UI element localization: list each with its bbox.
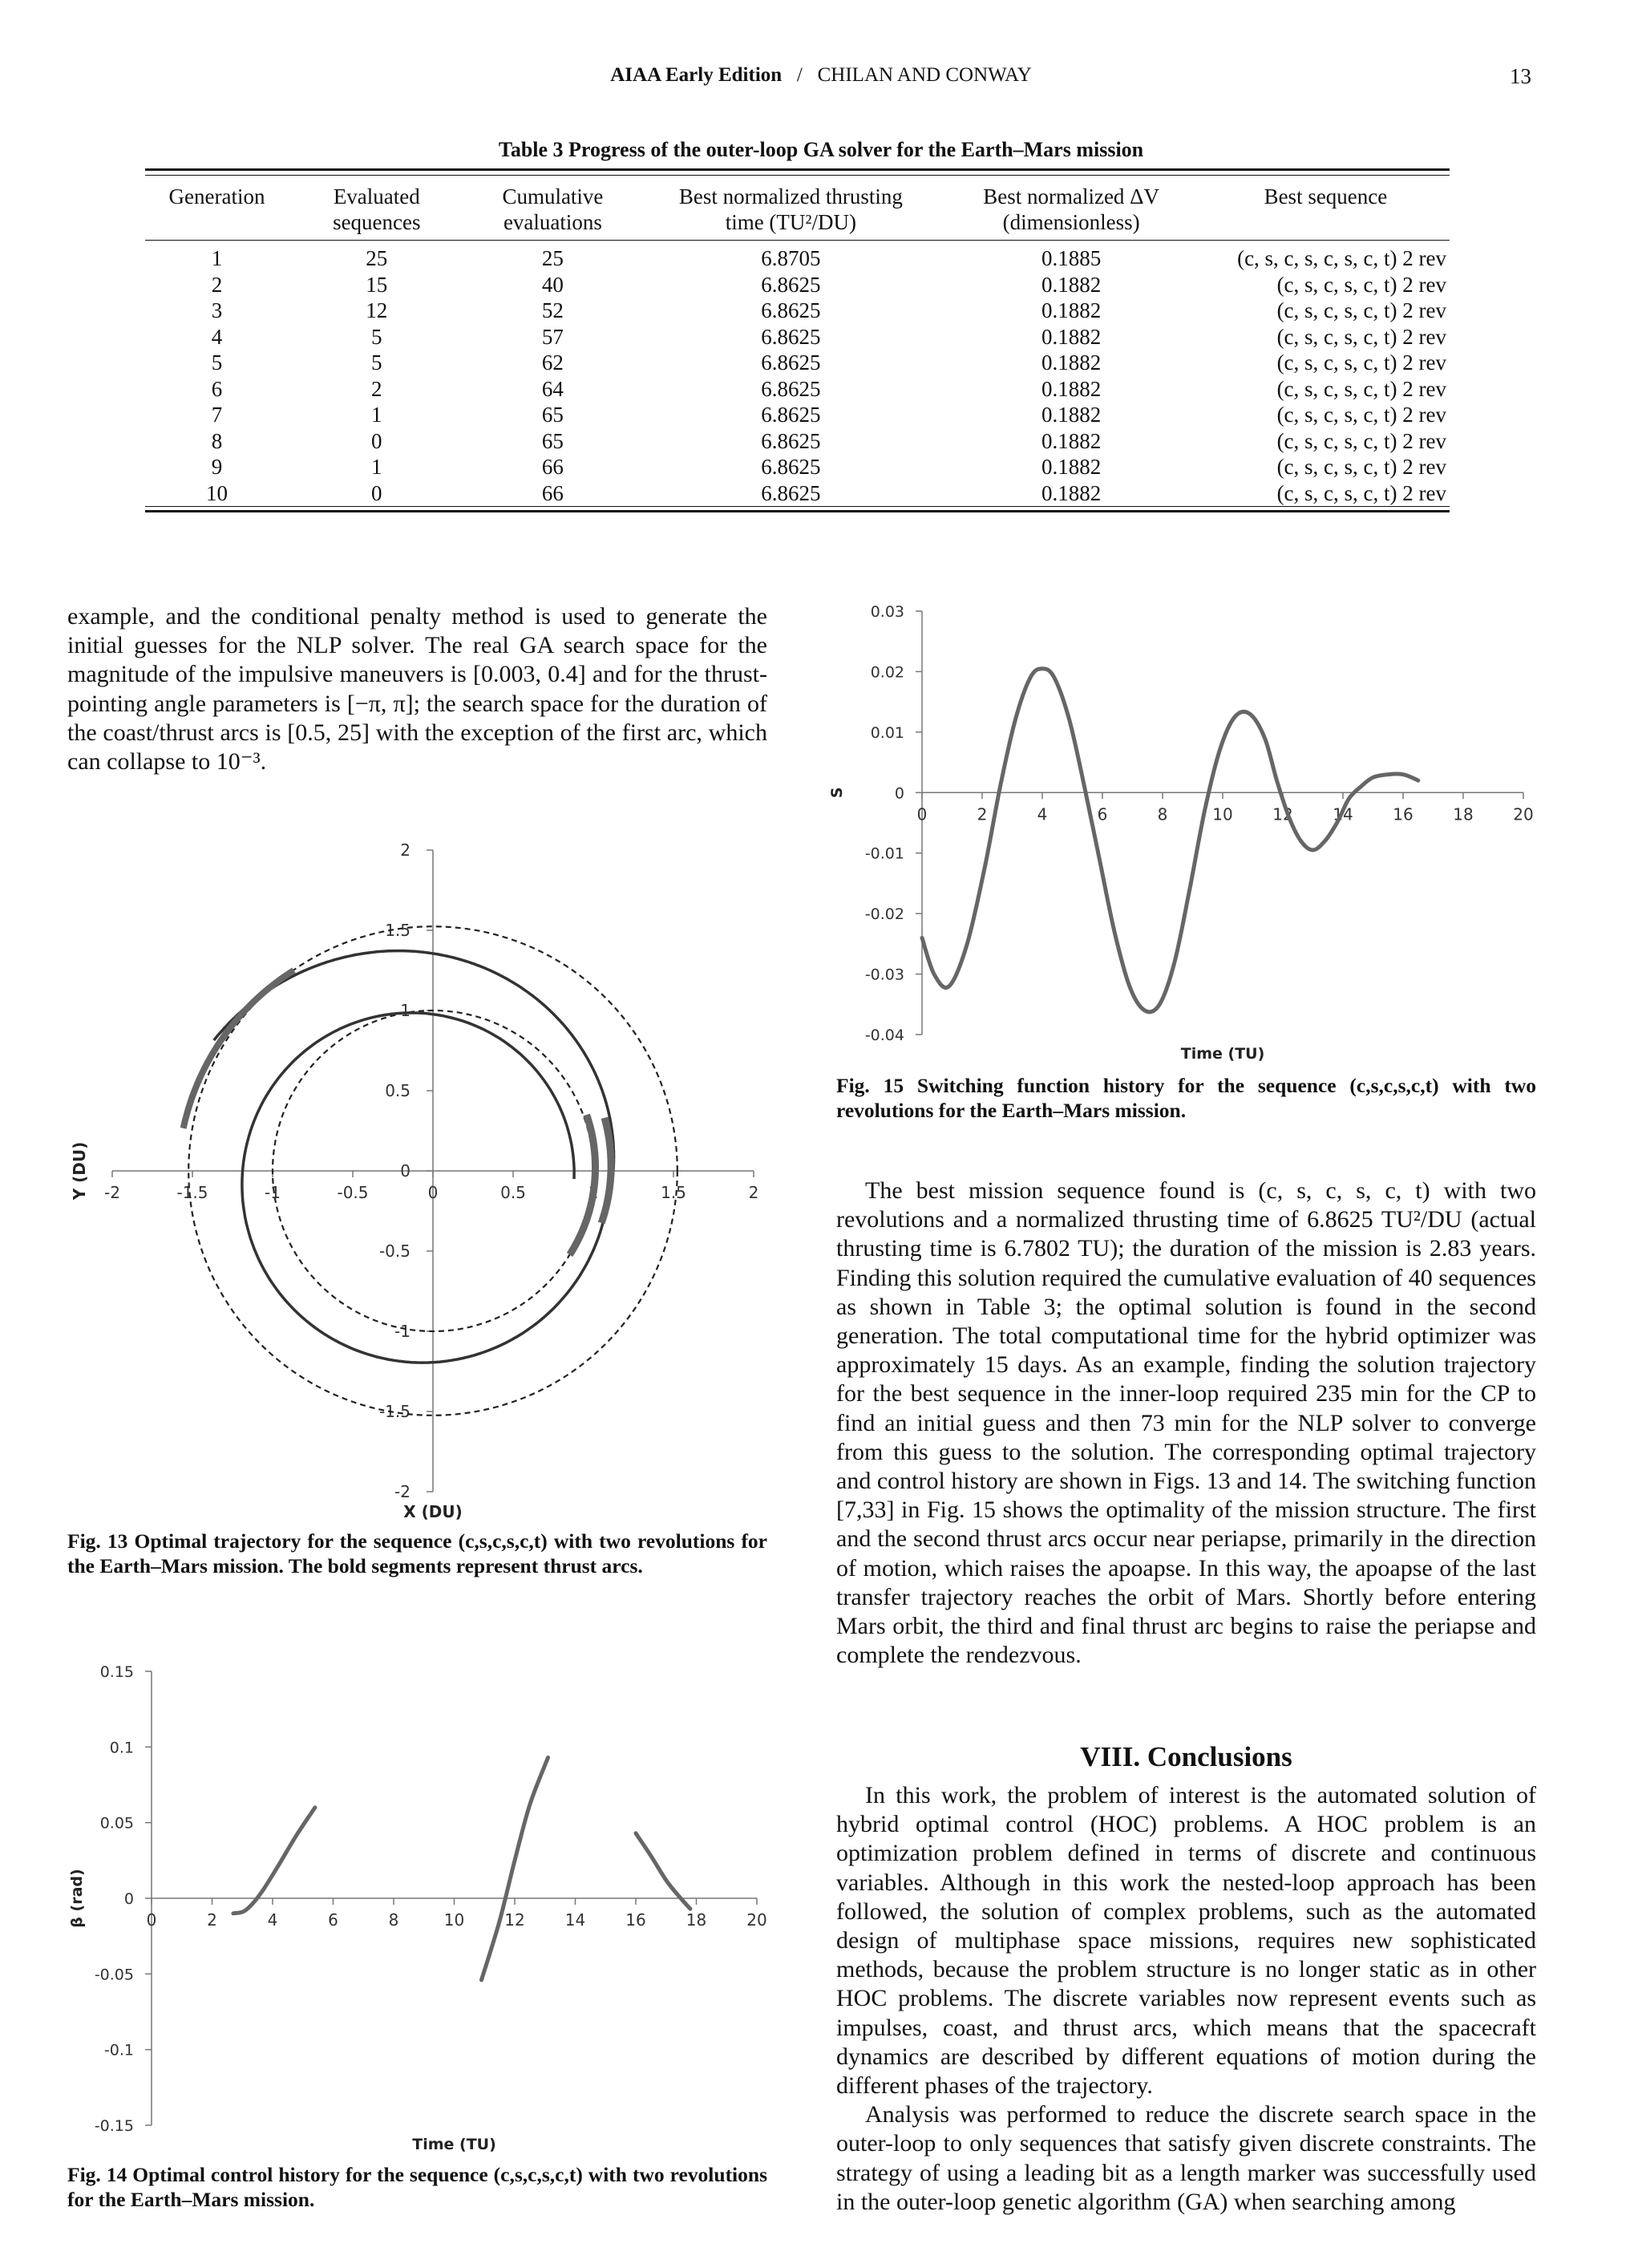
fig15-switching-plot bbox=[828, 593, 1547, 1067]
table-cell: 0 bbox=[371, 428, 382, 453]
y-tick-label: 0.01 bbox=[870, 723, 904, 742]
table-cell: 0.1882 bbox=[1041, 272, 1102, 297]
table-cell: (c, s, c, s, c, t) 2 rev bbox=[1276, 272, 1446, 297]
fig14-caption: Fig. 14 Optimal control history for the sequence (c,s,c,s,c,t) with two revolutions for the Earth–Mars mission. bbox=[67, 2163, 767, 2211]
page-number: 13 bbox=[1510, 64, 1531, 88]
y-tick-label: -0.01 bbox=[864, 844, 904, 863]
x-axis-title: X (DU) bbox=[403, 1502, 463, 1521]
table-row bbox=[145, 402, 1450, 428]
right-text bbox=[836, 1177, 1536, 1670]
y-tick-label: -0.15 bbox=[94, 2117, 134, 2135]
x-tick-label: -1 bbox=[265, 1183, 281, 1202]
x-tick-label: 0 bbox=[427, 1183, 439, 1202]
x-tick-label: 0.5 bbox=[500, 1183, 526, 1202]
table-cell: (c, s, c, s, c, t) 2 rev bbox=[1276, 403, 1446, 427]
x-tick-label: 14 bbox=[564, 1910, 586, 1930]
conclusions-paragraph-1: In this work, the problem of interest is the automated solution of hybrid optimal control (HOC) problems. A HOC problem is an optimization problem defined in terms of discrete and continuous variables. Although in this work the nested-loop approach has been followed, the solution of complex problems, such as the automated design of multiphase space missions, requires new sophisticated methods, because the problem structure is no longer static as in other HOC problems. The discrete variables now represent events such as impulses, coast, and thrust arcs, which means that the spacecraft dynamics are described by different equations of motion during the different phases of the trajectory. bbox=[836, 1782, 1536, 2100]
y-tick-label: -0.02 bbox=[864, 905, 904, 924]
x-tick-label: 6 bbox=[1097, 804, 1108, 824]
x-tick-label: 12 bbox=[1272, 804, 1293, 824]
table-cell: 5 bbox=[371, 350, 382, 375]
table-column-header: Evaluated sequences bbox=[289, 176, 465, 241]
journal-name: AIAA Early Edition bbox=[610, 64, 783, 86]
table-column-header: Cumulative evaluations bbox=[465, 176, 641, 241]
thrust-arc-3 bbox=[184, 970, 294, 1128]
table-cell: 0.1882 bbox=[1041, 376, 1102, 401]
x-tick-label: 0 bbox=[146, 1910, 157, 1930]
y-tick-label: 0.03 bbox=[870, 603, 904, 621]
table-cell: 64 bbox=[541, 376, 564, 401]
table-caption: Table 3 Progress of the outer-loop GA solver for the Earth–Mars mission bbox=[498, 138, 1144, 161]
table-cell: 4 bbox=[211, 324, 223, 349]
table-cell: 1 bbox=[371, 455, 382, 479]
x-tick-label: 10 bbox=[1212, 804, 1233, 824]
y-tick-label: 0.5 bbox=[385, 1081, 410, 1100]
x-axis-title: Time (TU) bbox=[412, 2136, 496, 2153]
x-tick-label: -1.5 bbox=[176, 1183, 208, 1202]
table-cell: 66 bbox=[541, 455, 564, 479]
y-axis-title: S bbox=[828, 787, 846, 799]
table-cell: 5 bbox=[371, 324, 382, 349]
table-cell: 1 bbox=[371, 403, 382, 427]
x-tick-label: 20 bbox=[746, 1910, 767, 1930]
table-cell: 25 bbox=[366, 246, 388, 270]
x-tick-label: 18 bbox=[1453, 804, 1474, 824]
y-tick-label: 1 bbox=[400, 1001, 410, 1020]
x-tick-label: 0 bbox=[916, 804, 928, 824]
data-series-line bbox=[481, 1758, 548, 1980]
y-tick-label: 0.15 bbox=[99, 1663, 134, 1681]
progress-table bbox=[145, 168, 1450, 512]
x-tick-label: 18 bbox=[686, 1910, 707, 1930]
table-cell: 10 bbox=[205, 480, 228, 505]
x-tick-label: 1 bbox=[588, 1183, 599, 1202]
running-header bbox=[0, 64, 1642, 87]
table-cell: 2 bbox=[211, 272, 223, 297]
y-tick-label: 1.5 bbox=[385, 921, 410, 940]
table-cell: (c, s, c, s, c, t) 2 rev bbox=[1276, 428, 1446, 453]
table-cell: 9 bbox=[211, 455, 223, 479]
x-tick-label: 4 bbox=[1037, 804, 1048, 824]
table-cell: 25 bbox=[541, 246, 564, 270]
y-tick-label: -2 bbox=[394, 1482, 410, 1501]
table-cell: 0 bbox=[371, 480, 382, 505]
table-cell: 0.1885 bbox=[1041, 246, 1102, 270]
table-row bbox=[145, 272, 1450, 298]
y-tick-label: 0 bbox=[123, 1890, 134, 1908]
x-tick-label: -0.5 bbox=[337, 1183, 369, 1202]
y-tick-label: 0.1 bbox=[109, 1739, 134, 1757]
table-cell: 6.8625 bbox=[761, 403, 821, 427]
table-row bbox=[145, 454, 1450, 480]
table-cell: 6.8625 bbox=[761, 455, 821, 479]
y-tick-label: -0.5 bbox=[378, 1241, 410, 1261]
y-tick-label: -1.5 bbox=[378, 1402, 410, 1421]
x-tick-label: -2 bbox=[104, 1183, 120, 1202]
y-tick-label: 2 bbox=[400, 840, 410, 860]
y-tick-label: -0.05 bbox=[94, 1966, 134, 1984]
table-column-header: Best normalized ΔV (dimensionless) bbox=[940, 176, 1201, 241]
fig13-caption: Fig. 13 Optimal trajectory for the sequence (c,s,c,s,c,t) with two revolutions for the Earth–Mars mission. The bold segments represent thrust arcs. bbox=[67, 1529, 767, 1577]
table-cell: 0.1882 bbox=[1041, 428, 1102, 453]
table-cell: 1 bbox=[211, 246, 223, 270]
transfer-revolution-1 bbox=[242, 1013, 609, 1363]
x-tick-label: 8 bbox=[1157, 804, 1168, 824]
data-series-line bbox=[922, 669, 1418, 1012]
y-tick-label: -0.04 bbox=[864, 1027, 904, 1044]
x-tick-label: 20 bbox=[1513, 804, 1534, 824]
data-series-line bbox=[636, 1833, 690, 1909]
table-cell: 6.8625 bbox=[761, 480, 821, 505]
table-row bbox=[145, 376, 1450, 403]
table-cell: 6.8625 bbox=[761, 350, 821, 375]
x-tick-label: 2 bbox=[977, 804, 988, 824]
table-row bbox=[145, 324, 1450, 350]
x-tick-label: 4 bbox=[267, 1910, 278, 1930]
table-cell: 65 bbox=[541, 403, 564, 427]
x-tick-label: 6 bbox=[328, 1910, 338, 1930]
header-authors: CHILAN AND CONWAY bbox=[817, 64, 1032, 86]
table-cell: (c, s, c, s, c, t) 2 rev bbox=[1276, 480, 1446, 505]
table-cell: 2 bbox=[371, 376, 382, 401]
x-tick-label: 12 bbox=[504, 1910, 525, 1930]
table-column-header: Generation bbox=[145, 176, 289, 241]
table-row bbox=[145, 298, 1450, 324]
table-cell: 7 bbox=[211, 403, 223, 427]
table-cell: 66 bbox=[541, 480, 564, 505]
x-tick-label: 1.5 bbox=[661, 1183, 686, 1202]
table-cell: 57 bbox=[541, 324, 564, 349]
y-tick-label: -0.1 bbox=[103, 2041, 134, 2059]
table-cell: 65 bbox=[541, 428, 564, 453]
table-cell: 15 bbox=[366, 272, 388, 297]
table-cell: 6.8625 bbox=[761, 376, 821, 401]
table-cell: 6 bbox=[211, 376, 223, 401]
header-separator: / bbox=[796, 64, 803, 86]
table-cell: 6.8625 bbox=[761, 324, 821, 349]
x-tick-label: 8 bbox=[388, 1910, 399, 1930]
intro-paragraph: example, and the conditional penalty method is used to generate the initial guesses for the NLP solver. The real GA search space for the magnitude of the impulsive maneuvers is [0.003, 0.4] and for the thrust-pointing angle parameters is [−π, π]; the search space for the duration of the coast/thrust arcs is [0.5, 25] with the exception of the first arc, which can collapse to 10⁻³. bbox=[67, 603, 767, 776]
table-cell: 6.8625 bbox=[761, 272, 821, 297]
y-axis-title: Y (DU) bbox=[70, 1141, 89, 1201]
table-cell: 62 bbox=[541, 350, 564, 375]
table-cell: 0.1882 bbox=[1041, 480, 1102, 505]
table-cell: 6.8625 bbox=[761, 428, 821, 453]
y-tick-label: 0.02 bbox=[870, 663, 904, 682]
table-body bbox=[145, 241, 1450, 507]
section-title: VIII. Conclusions bbox=[1080, 1741, 1292, 1772]
results-paragraph: The best mission sequence found is (c, s, c, s, c, t) with two revolutions and a normalized thrusting time of 6.8625 TU²/DU (actual thrusting time is 6.7802 TU); the duration of the mission is 2.83 years. Finding this solution required the cumulative evaluation of 40 sequences as shown in Table 3; the optimal solution is found in the second generation. The total computational time for the hybrid optimizer was approximately 15 days. As an example, finding the solution trajectory for the best sequence in the inner-loop required 235 min for the CP to find an initial guess and then 73 min for the NLP solver to converge from this guess to the solution. The corresponding optimal trajectory and control history are shown in Figs. 13 and 14. The switching function [7,33] in Fig. 15 shows the optimality of the mission structure. The first and the second thrust arcs occur near periapse, primarily in the direction of motion, which raises the apoapse. In this way, the apoapse of the last transfer trajectory reaches the orbit of Mars. Shortly before entering Mars orbit, the third and final thrust arc begins to raise the periapse and complete the rendezvous. bbox=[836, 1177, 1536, 1669]
table-cell: 0.1882 bbox=[1041, 350, 1102, 375]
x-tick-label: 14 bbox=[1333, 804, 1353, 824]
table-row bbox=[145, 480, 1450, 507]
x-axis-title: Time (TU) bbox=[1180, 1045, 1265, 1063]
table-cell: 0.1882 bbox=[1041, 298, 1102, 322]
table-row bbox=[145, 241, 1450, 272]
table-cell: 6.8705 bbox=[761, 246, 821, 270]
table-row bbox=[145, 428, 1450, 455]
table-column-header: Best sequence bbox=[1202, 176, 1450, 241]
table-cell: 5 bbox=[211, 350, 223, 375]
x-tick-label: 2 bbox=[207, 1910, 217, 1930]
table-cell: 40 bbox=[541, 272, 564, 297]
table-cell: 0.1882 bbox=[1041, 403, 1102, 427]
y-tick-label: 0.05 bbox=[99, 1814, 134, 1833]
table-column-header: Best normalized thrusting time (TU²/DU) bbox=[641, 176, 940, 241]
table-cell: (c, s, c, s, c, t) 2 rev bbox=[1276, 350, 1446, 375]
thrust-arc-1 bbox=[570, 1115, 596, 1255]
left-intro-text bbox=[67, 602, 767, 776]
y-axis-title: β (rad) bbox=[68, 1869, 86, 1928]
conclusions-paragraph-2: Analysis was performed to reduce the discrete search space in the outer-loop to only sequences that satisfy given discrete constraints. The strategy of using a leading bit as a length marker was successfully used in the outer-loop genetic algorithm (GA) when searching among bbox=[836, 2101, 1536, 2215]
fig13-trajectory-plot bbox=[67, 834, 789, 1521]
fig14-control-plot bbox=[67, 1654, 789, 2159]
table-cell: (c, s, c, s, c, s, c, t) 2 rev bbox=[1237, 246, 1446, 270]
x-tick-label: 16 bbox=[1393, 804, 1413, 824]
table-cell: (c, s, c, s, c, t) 2 rev bbox=[1276, 455, 1446, 479]
y-tick-label: 0 bbox=[894, 784, 904, 803]
x-tick-label: 16 bbox=[625, 1910, 646, 1930]
conclusions-text bbox=[836, 1781, 1536, 2217]
table-cell: (c, s, c, s, c, t) 2 rev bbox=[1276, 298, 1446, 322]
y-tick-label: 0 bbox=[400, 1161, 410, 1181]
x-tick-label: 10 bbox=[443, 1910, 465, 1930]
table-cell: (c, s, c, s, c, t) 2 rev bbox=[1276, 376, 1446, 401]
table-cell: 0.1882 bbox=[1041, 455, 1102, 479]
y-tick-label: -0.03 bbox=[864, 966, 904, 984]
table-cell: 8 bbox=[211, 428, 223, 453]
fig15-caption: Fig. 15 Switching function history for the sequence (c,s,c,s,c,t) with two revolutions for the Earth–Mars mission. bbox=[836, 1074, 1536, 1122]
table-cell: 3 bbox=[211, 298, 223, 322]
x-tick-label: 2 bbox=[748, 1183, 759, 1202]
data-series-line bbox=[233, 1808, 315, 1914]
table-row bbox=[145, 350, 1450, 376]
table-cell: 52 bbox=[541, 298, 564, 322]
table-cell: 0.1882 bbox=[1041, 324, 1102, 349]
table-cell: 12 bbox=[366, 298, 388, 322]
table-cell: 6.8625 bbox=[761, 298, 821, 322]
table-header-row bbox=[145, 176, 1450, 241]
y-tick-label: -1 bbox=[394, 1322, 410, 1341]
table-cell: (c, s, c, s, c, t) 2 rev bbox=[1276, 324, 1446, 349]
